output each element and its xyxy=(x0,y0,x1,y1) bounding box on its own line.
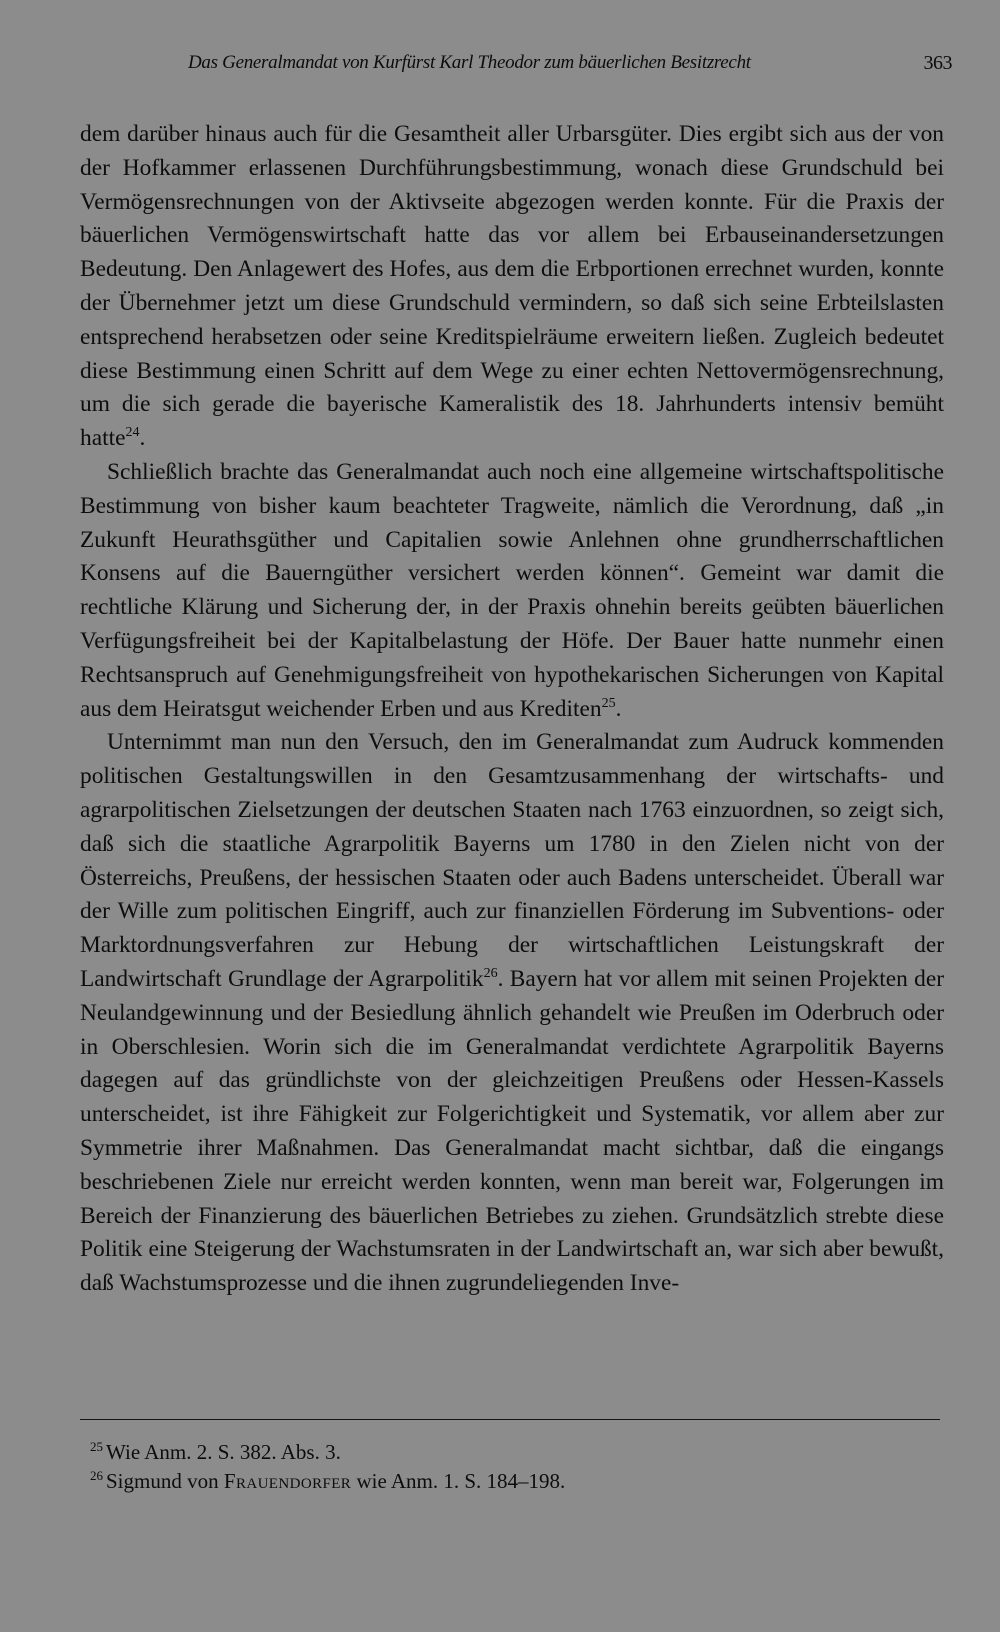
running-title: Das Generalmandat von Kurfürst Karl Theodor zum bäuerlichen Besitzrecht xyxy=(188,52,751,73)
body-text xyxy=(80,118,944,1301)
paragraph-2-text: Schließlich brachte das Generalmandat auch noch eine allgemeine wirtschaftspolitische Bestimmung von bisher kaum beachteter Tragweite, nämlich die Verordnung, daß „in Zukunft Heurathsgüther und Capitalien sowie Anlehnen ohne grundherrschaftlichen Konsens auf die Bauerngüther versichert werden können“. Gemeint war damit die rechtliche Klärung und Sicherung der, in der Praxis ohnehin bereits geübten bäuerlichen Verfügungsfreiheit bei der Kapitalbelastung der Höfe. Der Bauer hatte nunmehr einen Rechtsanspruch auf Genehmigungsfreiheit von hypothekarischen Sicherungen von Kapital aus dem Heiratsgut weichender Erben und aus Krediten xyxy=(80,458,944,722)
footnote-ref-26: 26 xyxy=(483,966,498,982)
paragraph-2 xyxy=(80,456,944,726)
paragraph-1-end: . xyxy=(139,425,146,452)
paragraph-3-text: Unternimmt man nun den Versuch, den im Generalmandat zum Audruck kommenden politischen Gestaltungswillen in den Gesamtzusammenhang der wirtschafts- und agrarpolitischen Zielsetzungen der deutschen Staaten nach 1763 einzuordnen, so zeigt sich, daß sich die staatliche Agrarpolitik Bayerns um 1780 in den Zielen nicht von der Österreichs, Preußens, der hessischen Staaten oder auch Badens unterscheidet. Überall war der Wille zum politischen Eingriff, auch zur finanziellen Förderung im Subventions- oder Marktordnungsverfahren zur Hebung der wirtschaftlichen Leistungskraft der Landwirtschaft Grundlage der Agrarpolitik xyxy=(80,729,944,992)
footnotes xyxy=(90,1438,910,1496)
footnote-text: Wie Anm. 2. S. 382. Abs. 3. xyxy=(106,1440,341,1464)
paragraph-3-continued: . Bayern hat vor allem mit seinen Projekten der Neulandgewinnung und der Besiedlung ähnlich gehandelt wie Preußen im Oderbruch oder in Oberschlesien. Worin sich die im Generalmandat verdichtete Agrarpolitik Bayerns dagegen auf das gründlichste von der gleichzeitigen Preußens oder Hessen-Kassels unterscheidet, ist ihre Fähigkeit zur Folgerichtigkeit und Systematik, vor allem aber zur Symmetrie ihrer Maßnahmen. Das Generalmandat macht sichtbar, daß die eingangs beschriebenen Ziele nur erreicht werden konnten, wenn man bereit war, Folgerungen im Bereich der Finanzierung des bäuerlichen Betriebes zu ziehen. Grundsätzlich strebte diese Politik eine Steigerung der Wachstumsraten in der Landwirtschaft an, war sich aber bewußt, daß Wachstumsprozesse und die ihnen zugrundeliegenden Inve- xyxy=(80,965,945,1297)
paragraph-2-end: . xyxy=(615,695,622,722)
footnote-author: Frauendorfer xyxy=(223,1469,352,1493)
footnote-text-end: wie Anm. 1. S. 184–198. xyxy=(351,1469,566,1493)
footnote-number: 26 xyxy=(90,1468,103,1483)
paragraph-1 xyxy=(80,118,944,456)
footnote-number: 25 xyxy=(90,1439,103,1454)
footnote-text: Sigmund von xyxy=(106,1469,224,1493)
footnote-ref-25: 25 xyxy=(601,695,616,711)
footnote-26 xyxy=(90,1467,910,1496)
running-head xyxy=(80,52,952,86)
paragraph-1-text: dem darüber hinaus auch für die Gesamtheit aller Urbarsgüter. Dies ergibt sich aus der von der Hofkammer erlassenen Durchführungsbestimmung, wonach diese Grundschuld bei Vermögensrechnungen von der Aktivseite abgezogen werden konnte. Für die Praxis der bäuerlichen Vermögenswirtschaft hatte das vor allem bei Erbauseinandersetzungen Bedeutung. Den Anlagewert des Hofes, aus dem die Erbportionen errechnet wurden, konnte der Übernehmer jetzt um diese Grundschuld vermindern, so daß sich seine Erbteilslasten entsprechend herabsetzen oder seine Kreditspielräume erweitern ließen. Zugleich bedeutet diese Bestimmung einen Schritt auf dem Wege zu einer echten Nettovermögensrechnung, um die sich gerade die bayerische Kameralistik des 18. Jahrhunderts intensiv bemüht hatte xyxy=(80,121,944,452)
footnote-ref-24: 24 xyxy=(125,425,140,441)
page-number: 363 xyxy=(923,52,952,74)
footnote-25 xyxy=(90,1438,910,1467)
footnote-divider xyxy=(80,1419,940,1420)
paragraph-3 xyxy=(80,726,944,1301)
